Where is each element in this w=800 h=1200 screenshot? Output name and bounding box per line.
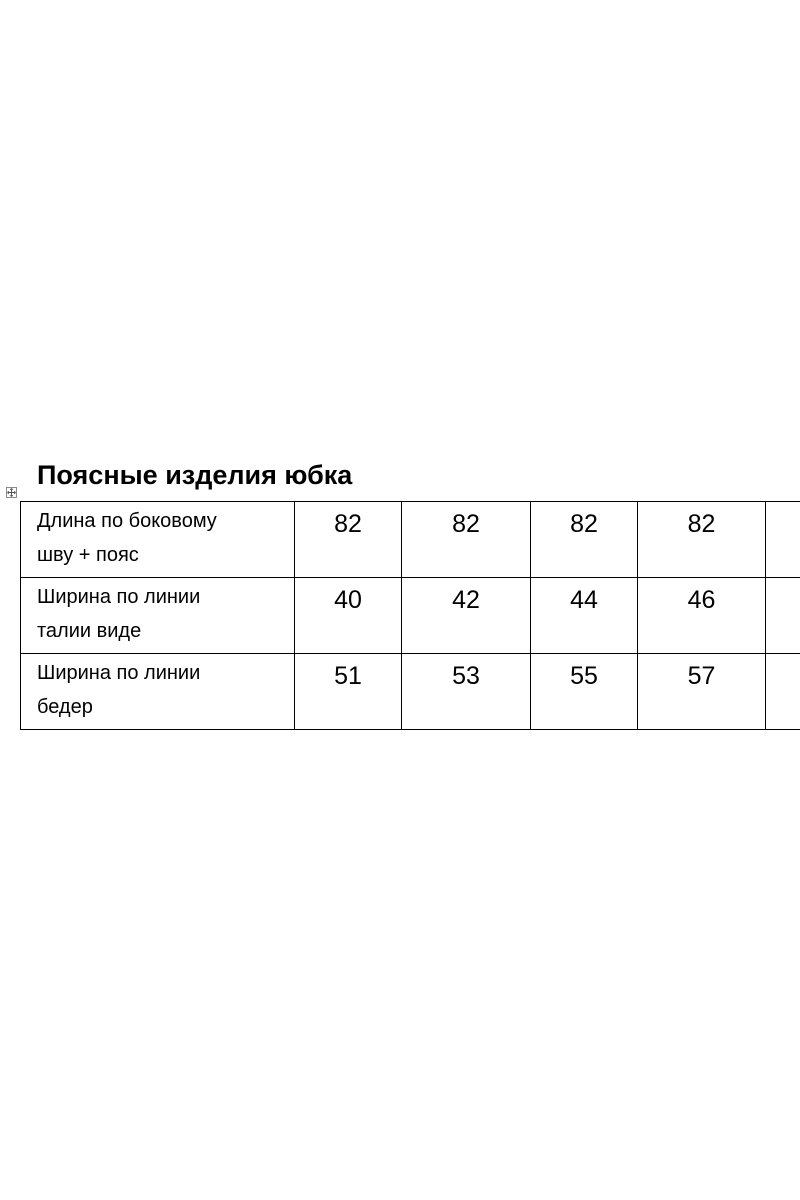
table-row [21,654,800,730]
row-label-line: Ширина по линии [37,586,201,608]
value-cell[interactable]: 42 [402,578,531,654]
row-label-line: Длина по боковому [37,510,217,532]
table-move-handle-icon[interactable] [6,487,17,498]
value-cell[interactable]: 44 [531,578,638,654]
value-cell[interactable]: 82 [402,502,531,578]
row-label-line: Ширина по линии [37,662,201,684]
row-label-line: бедер [37,696,93,718]
value-cell[interactable]: 55 [531,654,638,730]
row-label-line: шву + пояс [37,544,139,566]
row-label-cell[interactable] [21,578,295,654]
value-cell[interactable]: 51 [295,654,402,730]
row-label-cell[interactable] [21,654,295,730]
value-cell[interactable] [766,502,800,578]
value-cell[interactable]: 82 [638,502,766,578]
row-label-cell[interactable] [21,502,295,578]
table-row [21,502,800,578]
value-cell[interactable]: 57 [638,654,766,730]
value-cell[interactable] [766,654,800,730]
value-cell[interactable]: 82 [295,502,402,578]
table-row [21,578,800,654]
value-cell[interactable]: 40 [295,578,402,654]
row-label-line: талии виде [37,620,142,642]
value-cell[interactable]: 46 [638,578,766,654]
document-title: Поясные изделия юбка [37,460,353,490]
value-cell[interactable]: 53 [402,654,531,730]
size-table [20,501,800,730]
value-cell[interactable] [766,578,800,654]
value-cell[interactable]: 82 [531,502,638,578]
